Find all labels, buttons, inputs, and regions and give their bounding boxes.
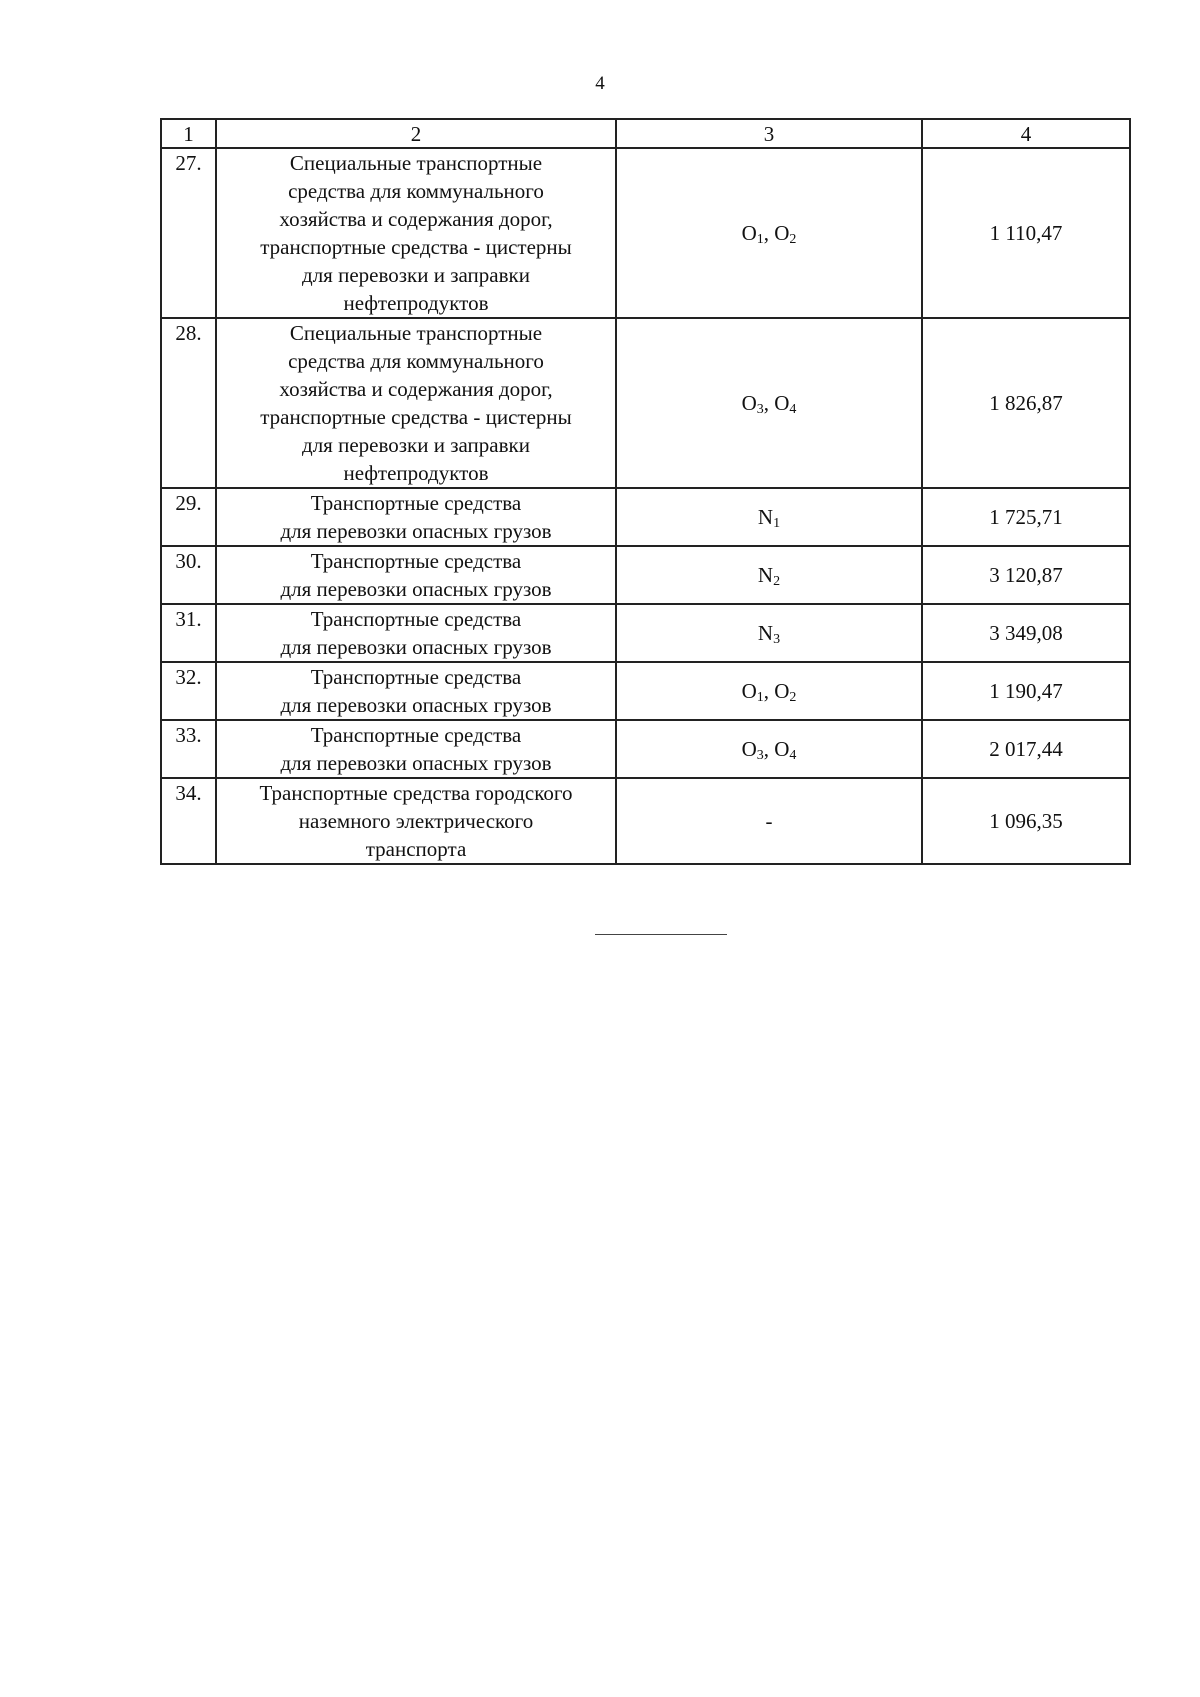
tariff-table <box>160 118 1131 865</box>
table-row <box>161 778 1130 864</box>
vehicle-category <box>616 720 922 778</box>
header-col-1: 1 <box>161 119 216 148</box>
category-letter: N <box>757 621 774 645</box>
table-row <box>161 318 1130 488</box>
vehicle-category <box>616 488 922 546</box>
table-body <box>161 148 1130 864</box>
vehicle-description <box>216 604 616 662</box>
category-letter: N <box>757 505 774 529</box>
description-line: Транспортные средства <box>310 665 522 689</box>
description-line: нефтепродуктов <box>343 461 489 485</box>
category-separator: , <box>763 221 775 245</box>
tariff-value: 2 017,44 <box>922 720 1130 778</box>
category-letter: O <box>741 221 757 245</box>
row-number: 32. <box>161 662 216 720</box>
row-number: 31. <box>161 604 216 662</box>
description-line: наземного электрического <box>298 809 534 833</box>
description-line: для перевозки опасных грузов <box>280 635 552 659</box>
table-row <box>161 488 1130 546</box>
table-row <box>161 604 1130 662</box>
category-subscript: 1 <box>756 690 764 705</box>
table-row <box>161 720 1130 778</box>
description-line: Транспортные средства <box>310 491 522 515</box>
vehicle-category <box>616 604 922 662</box>
category-letter: O <box>774 221 790 245</box>
category-subscript: 2 <box>773 574 781 589</box>
tariff-value: 1 110,47 <box>922 148 1130 318</box>
description-line: Транспортные средства <box>310 607 522 631</box>
category-subscript: 1 <box>756 232 764 247</box>
category-subscript: 2 <box>789 232 797 247</box>
row-number: 33. <box>161 720 216 778</box>
description-line: Специальные транспортные <box>289 321 543 345</box>
vehicle-category <box>616 148 922 318</box>
vehicle-description <box>216 778 616 864</box>
description-line: Транспортные средства <box>310 549 522 573</box>
vehicle-description <box>216 148 616 318</box>
category-separator: , <box>763 737 775 761</box>
vehicle-description <box>216 720 616 778</box>
category-subscript: 4 <box>789 402 797 417</box>
category-letter: N <box>757 563 774 587</box>
description-line: хозяйства и содержания дорог, <box>279 207 553 231</box>
tariff-value: 1 190,47 <box>922 662 1130 720</box>
page-number: 4 <box>595 73 605 94</box>
description-line: Транспортные средства <box>310 723 522 747</box>
vehicle-description <box>216 662 616 720</box>
description-line: для перевозки и заправки <box>302 263 530 287</box>
vehicle-category <box>616 662 922 720</box>
description-line: транспортные средства - цистерны <box>260 235 572 259</box>
header-row <box>161 119 1130 148</box>
description-line: Транспортные средства городского <box>259 781 573 805</box>
vehicle-category: - <box>616 778 922 864</box>
table-row <box>161 662 1130 720</box>
tariff-value: 3 120,87 <box>922 546 1130 604</box>
tariff-value: 1 826,87 <box>922 318 1130 488</box>
table-row <box>161 546 1130 604</box>
table-row <box>161 148 1130 318</box>
category-letter: O <box>774 391 790 415</box>
description-line: транспортные средства - цистерны <box>260 405 572 429</box>
description-line: для перевозки опасных грузов <box>280 693 552 717</box>
vehicle-category <box>616 546 922 604</box>
vehicle-category <box>616 318 922 488</box>
description-line: для перевозки опасных грузов <box>280 577 552 601</box>
category-separator: , <box>763 391 775 415</box>
category-letter: O <box>741 737 757 761</box>
category-subscript: 2 <box>789 690 797 705</box>
tariff-value: 1 725,71 <box>922 488 1130 546</box>
category-subscript: 1 <box>773 516 781 531</box>
category-letter: O <box>741 391 757 415</box>
description-line: хозяйства и содержания дорог, <box>279 377 553 401</box>
category-subscript: 3 <box>756 402 764 417</box>
description-line: транспорта <box>365 837 467 861</box>
vehicle-description <box>216 318 616 488</box>
description-line: Специальные транспортные <box>289 151 543 175</box>
category-separator: , <box>763 679 775 703</box>
description-line: для перевозки и заправки <box>302 433 530 457</box>
category-letter: O <box>774 679 790 703</box>
header-col-4: 4 <box>922 119 1130 148</box>
row-number: 29. <box>161 488 216 546</box>
header-col-2: 2 <box>216 119 616 148</box>
category-subscript: 4 <box>789 748 797 763</box>
row-number: 27. <box>161 148 216 318</box>
row-number: 34. <box>161 778 216 864</box>
end-divider <box>595 934 727 935</box>
description-line: для перевозки опасных грузов <box>280 519 552 543</box>
vehicle-description <box>216 488 616 546</box>
row-number: 30. <box>161 546 216 604</box>
header-col-3: 3 <box>616 119 922 148</box>
row-number: 28. <box>161 318 216 488</box>
category-letter: O <box>774 737 790 761</box>
category-letter: O <box>741 679 757 703</box>
description-line: средства для коммунального <box>288 349 544 373</box>
vehicle-description <box>216 546 616 604</box>
category-subscript: 3 <box>773 632 781 647</box>
table-header <box>161 119 1130 148</box>
tariff-value: 3 349,08 <box>922 604 1130 662</box>
description-line: для перевозки опасных грузов <box>280 751 552 775</box>
tariff-value: 1 096,35 <box>922 778 1130 864</box>
category-subscript: 3 <box>756 748 764 763</box>
description-line: нефтепродуктов <box>343 291 489 315</box>
description-line: средства для коммунального <box>288 179 544 203</box>
